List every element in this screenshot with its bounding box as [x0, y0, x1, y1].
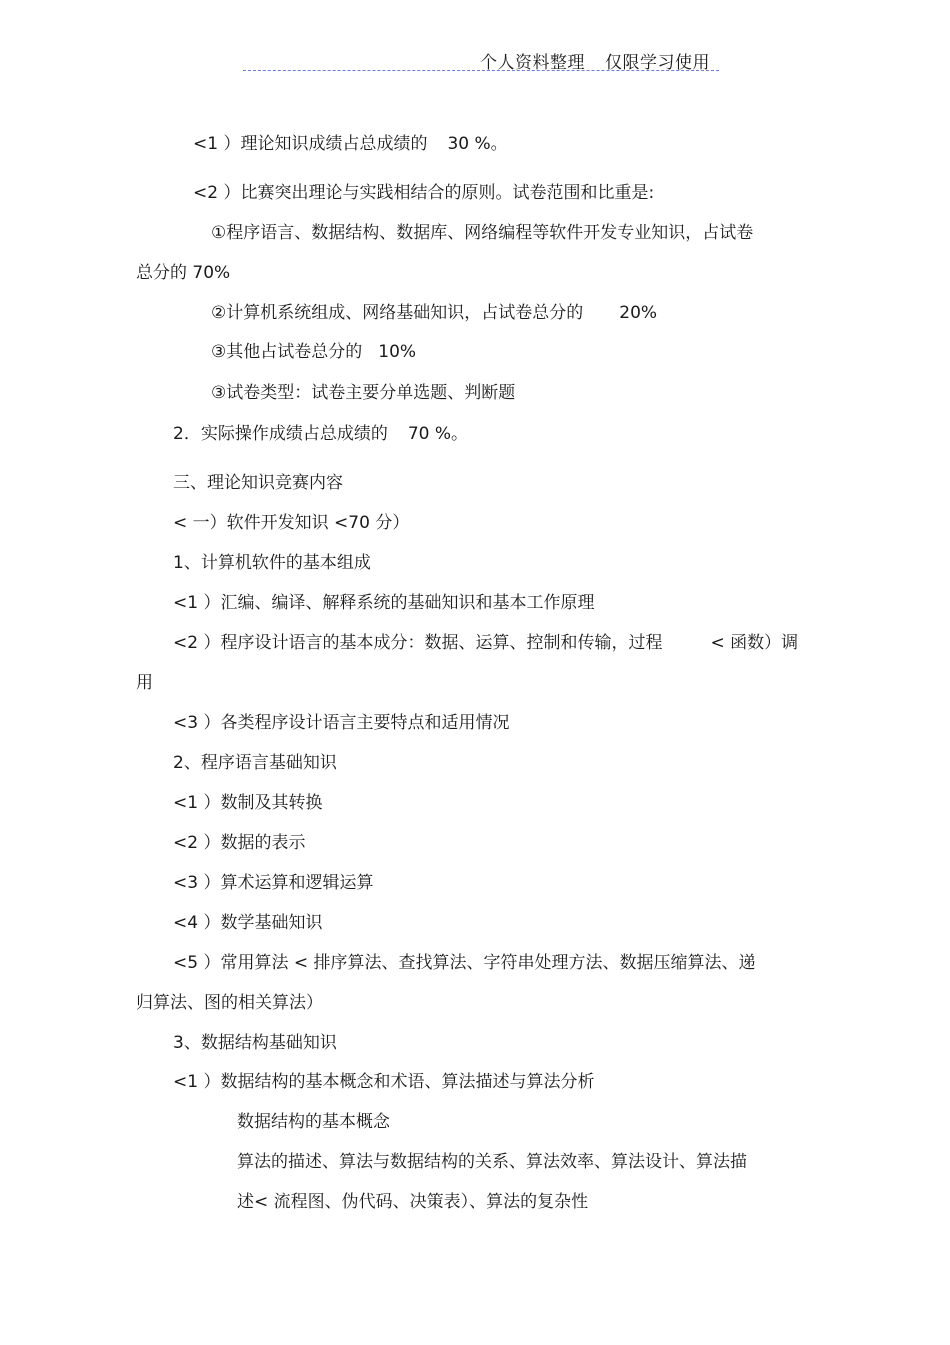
text-line-14: 用 — [136, 673, 153, 693]
header-right-text: 仅限学习使用 — [605, 53, 710, 73]
text-line-10: < 一）软件开发知识 <70 分） — [173, 513, 410, 533]
text-line-24: <1 ）数据结构的基本概念和术语、算法描述与算法分析 — [173, 1072, 595, 1092]
text-line-1: <1 ）理论知识成绩占总成绩的 30 %。 — [193, 134, 508, 154]
text-line-5: ②计算机系统组成、网络基础知识，占试卷总分的 20% — [211, 303, 658, 323]
text-line-19: <3 ）算术运算和逻辑运算 — [173, 873, 374, 893]
text-line-17: <1 ）数制及其转换 — [173, 793, 323, 813]
text-line-27: 述< 流程图、伪代码、决策表）、算法的复杂性 — [237, 1192, 589, 1212]
text-line-16: 2、程序语言基础知识 — [173, 753, 337, 773]
text-line-4: 总分的 70% — [136, 263, 231, 283]
text-line-20: <4 ）数学基础知识 — [173, 913, 323, 933]
text-line-21: <5 ）常用算法 < 排序算法、查找算法、字符串处理方法、数据压缩算法、递 — [173, 953, 756, 973]
header-divider — [243, 70, 719, 71]
text-line-18: <2 ）数据的表示 — [173, 833, 306, 853]
text-line-8: 2．实际操作成绩占总成绩的 70 %。 — [173, 424, 469, 444]
text-line-15: <3 ）各类程序设计语言主要特点和适用情况 — [173, 713, 510, 733]
text-line-25: 数据结构的基本概念 — [237, 1112, 390, 1132]
text-line-2: <2 ）比赛突出理论与实践相结合的原则。试卷范围和比重是: — [193, 183, 655, 203]
text-line-22: 归算法、图的相关算法） — [136, 993, 323, 1013]
text-line-3: ①程序语言、数据结构、数据库、网络编程等软件开发专业知识，占试卷 — [211, 223, 754, 243]
text-line-6: ③其他占试卷总分的 10% — [211, 342, 417, 362]
text-line-7: ③试卷类型：试卷主要分单选题、判断题 — [211, 383, 516, 403]
text-line-26: 算法的描述、算法与数据结构的关系、算法效率、算法设计、算法描 — [237, 1152, 747, 1172]
text-line-13: <2 ）程序设计语言的基本成分：数据、运算、控制和传输，过程 < 函数）调 — [173, 633, 799, 653]
text-line-12: <1 ）汇编、编译、解释系统的基础知识和基本工作原理 — [173, 593, 595, 613]
text-line-11: 1、计算机软件的基本组成 — [173, 553, 371, 573]
text-line-23: 3、数据结构基础知识 — [173, 1033, 337, 1053]
text-line-9: 三、理论知识竞赛内容 — [173, 473, 343, 493]
header-left-text: 个人资料整理 — [480, 53, 585, 73]
